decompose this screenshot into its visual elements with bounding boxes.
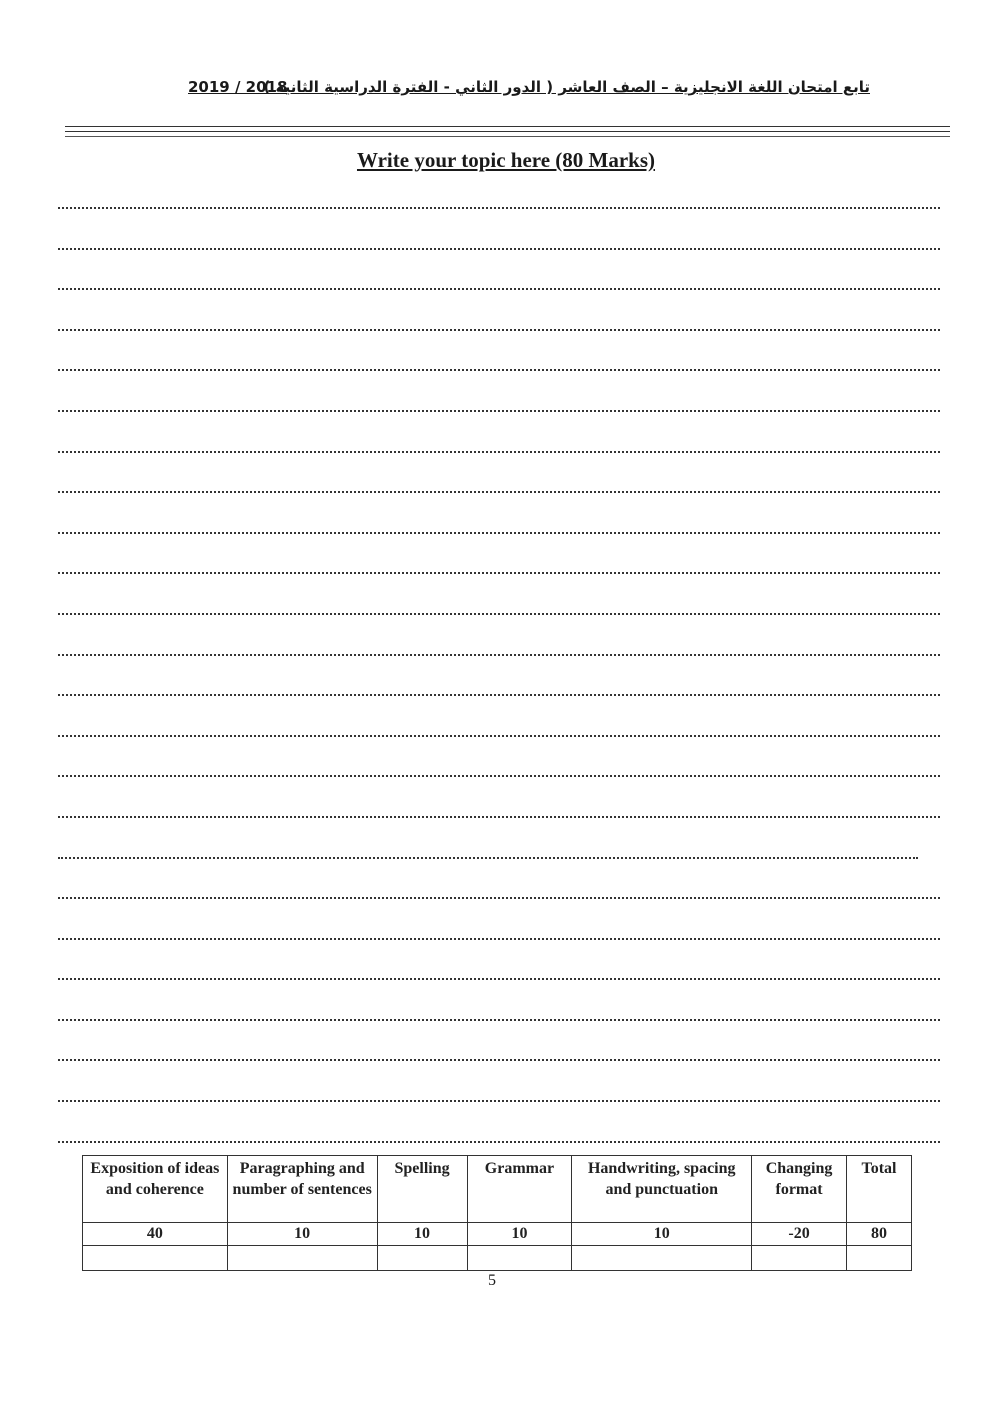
writing-line[interactable] — [58, 1100, 940, 1141]
value-cell-paragraphing: 10 — [227, 1223, 377, 1246]
writing-line[interactable] — [58, 775, 940, 816]
header-cell-changing-format: Changing format — [752, 1156, 847, 1223]
writing-line[interactable] — [58, 938, 940, 979]
marks-table-values-row — [83, 1223, 912, 1246]
score-cell[interactable] — [377, 1246, 467, 1271]
header-rule — [65, 126, 950, 127]
header-cell-total: Total — [847, 1156, 912, 1223]
writing-line[interactable] — [58, 288, 940, 329]
writing-line[interactable] — [58, 1019, 940, 1060]
value-cell-total: 80 — [847, 1223, 912, 1246]
header-cell-grammar: Grammar — [467, 1156, 572, 1223]
writing-line[interactable] — [58, 897, 940, 938]
score-cell[interactable] — [227, 1246, 377, 1271]
page-number: 5 — [488, 1272, 496, 1289]
header-cell-handwriting: Handwriting, spacing and punctuation — [572, 1156, 752, 1223]
writing-line[interactable] — [58, 857, 918, 898]
topic-title: Write your topic here (80 Marks) — [356, 148, 656, 172]
value-cell-exposition: 40 — [83, 1223, 228, 1246]
writing-line[interactable] — [58, 735, 940, 776]
header-cell-paragraphing: Paragraphing and number of sentences — [227, 1156, 377, 1223]
value-cell-spelling: 10 — [377, 1223, 467, 1246]
writing-line[interactable] — [58, 613, 940, 654]
marks-table-header-row — [83, 1156, 912, 1223]
writing-line[interactable] — [58, 248, 940, 289]
writing-area[interactable] — [58, 207, 940, 1181]
value-cell-grammar: 10 — [467, 1223, 572, 1246]
value-cell-changing-format: -20 — [752, 1223, 847, 1246]
writing-line[interactable] — [58, 369, 940, 410]
marks-table-score-row — [83, 1246, 912, 1271]
writing-line[interactable] — [58, 532, 940, 573]
writing-line[interactable] — [58, 451, 940, 492]
marks-table — [82, 1155, 912, 1271]
writing-line[interactable] — [58, 410, 940, 451]
writing-line[interactable] — [58, 978, 940, 1019]
writing-line[interactable] — [58, 491, 940, 532]
writing-line[interactable] — [58, 1059, 940, 1100]
score-cell[interactable] — [847, 1246, 912, 1271]
writing-line[interactable] — [58, 816, 940, 857]
score-cell[interactable] — [467, 1246, 572, 1271]
score-cell[interactable] — [572, 1246, 752, 1271]
header-cell-exposition: Exposition of ideas and coherence — [83, 1156, 228, 1223]
writing-line[interactable] — [58, 654, 940, 695]
exam-header — [180, 78, 870, 106]
writing-line[interactable] — [58, 572, 940, 613]
header-cell-spelling: Spelling — [377, 1156, 467, 1223]
header-rule — [65, 131, 950, 132]
writing-line[interactable] — [58, 207, 940, 248]
value-cell-handwriting: 10 — [572, 1223, 752, 1246]
writing-line[interactable] — [58, 694, 940, 735]
exam-header-year: 2019 / 2018 — [188, 78, 288, 96]
exam-header-arabic-title: تابع امتحان اللغة الانجليزية – الصف العاشر ( الدور الثاني - الفترة الدراسية الثانية ) — [263, 78, 870, 96]
score-cell[interactable] — [752, 1246, 847, 1271]
writing-line[interactable] — [58, 329, 940, 370]
header-rule — [65, 136, 950, 137]
score-cell[interactable] — [83, 1246, 228, 1271]
